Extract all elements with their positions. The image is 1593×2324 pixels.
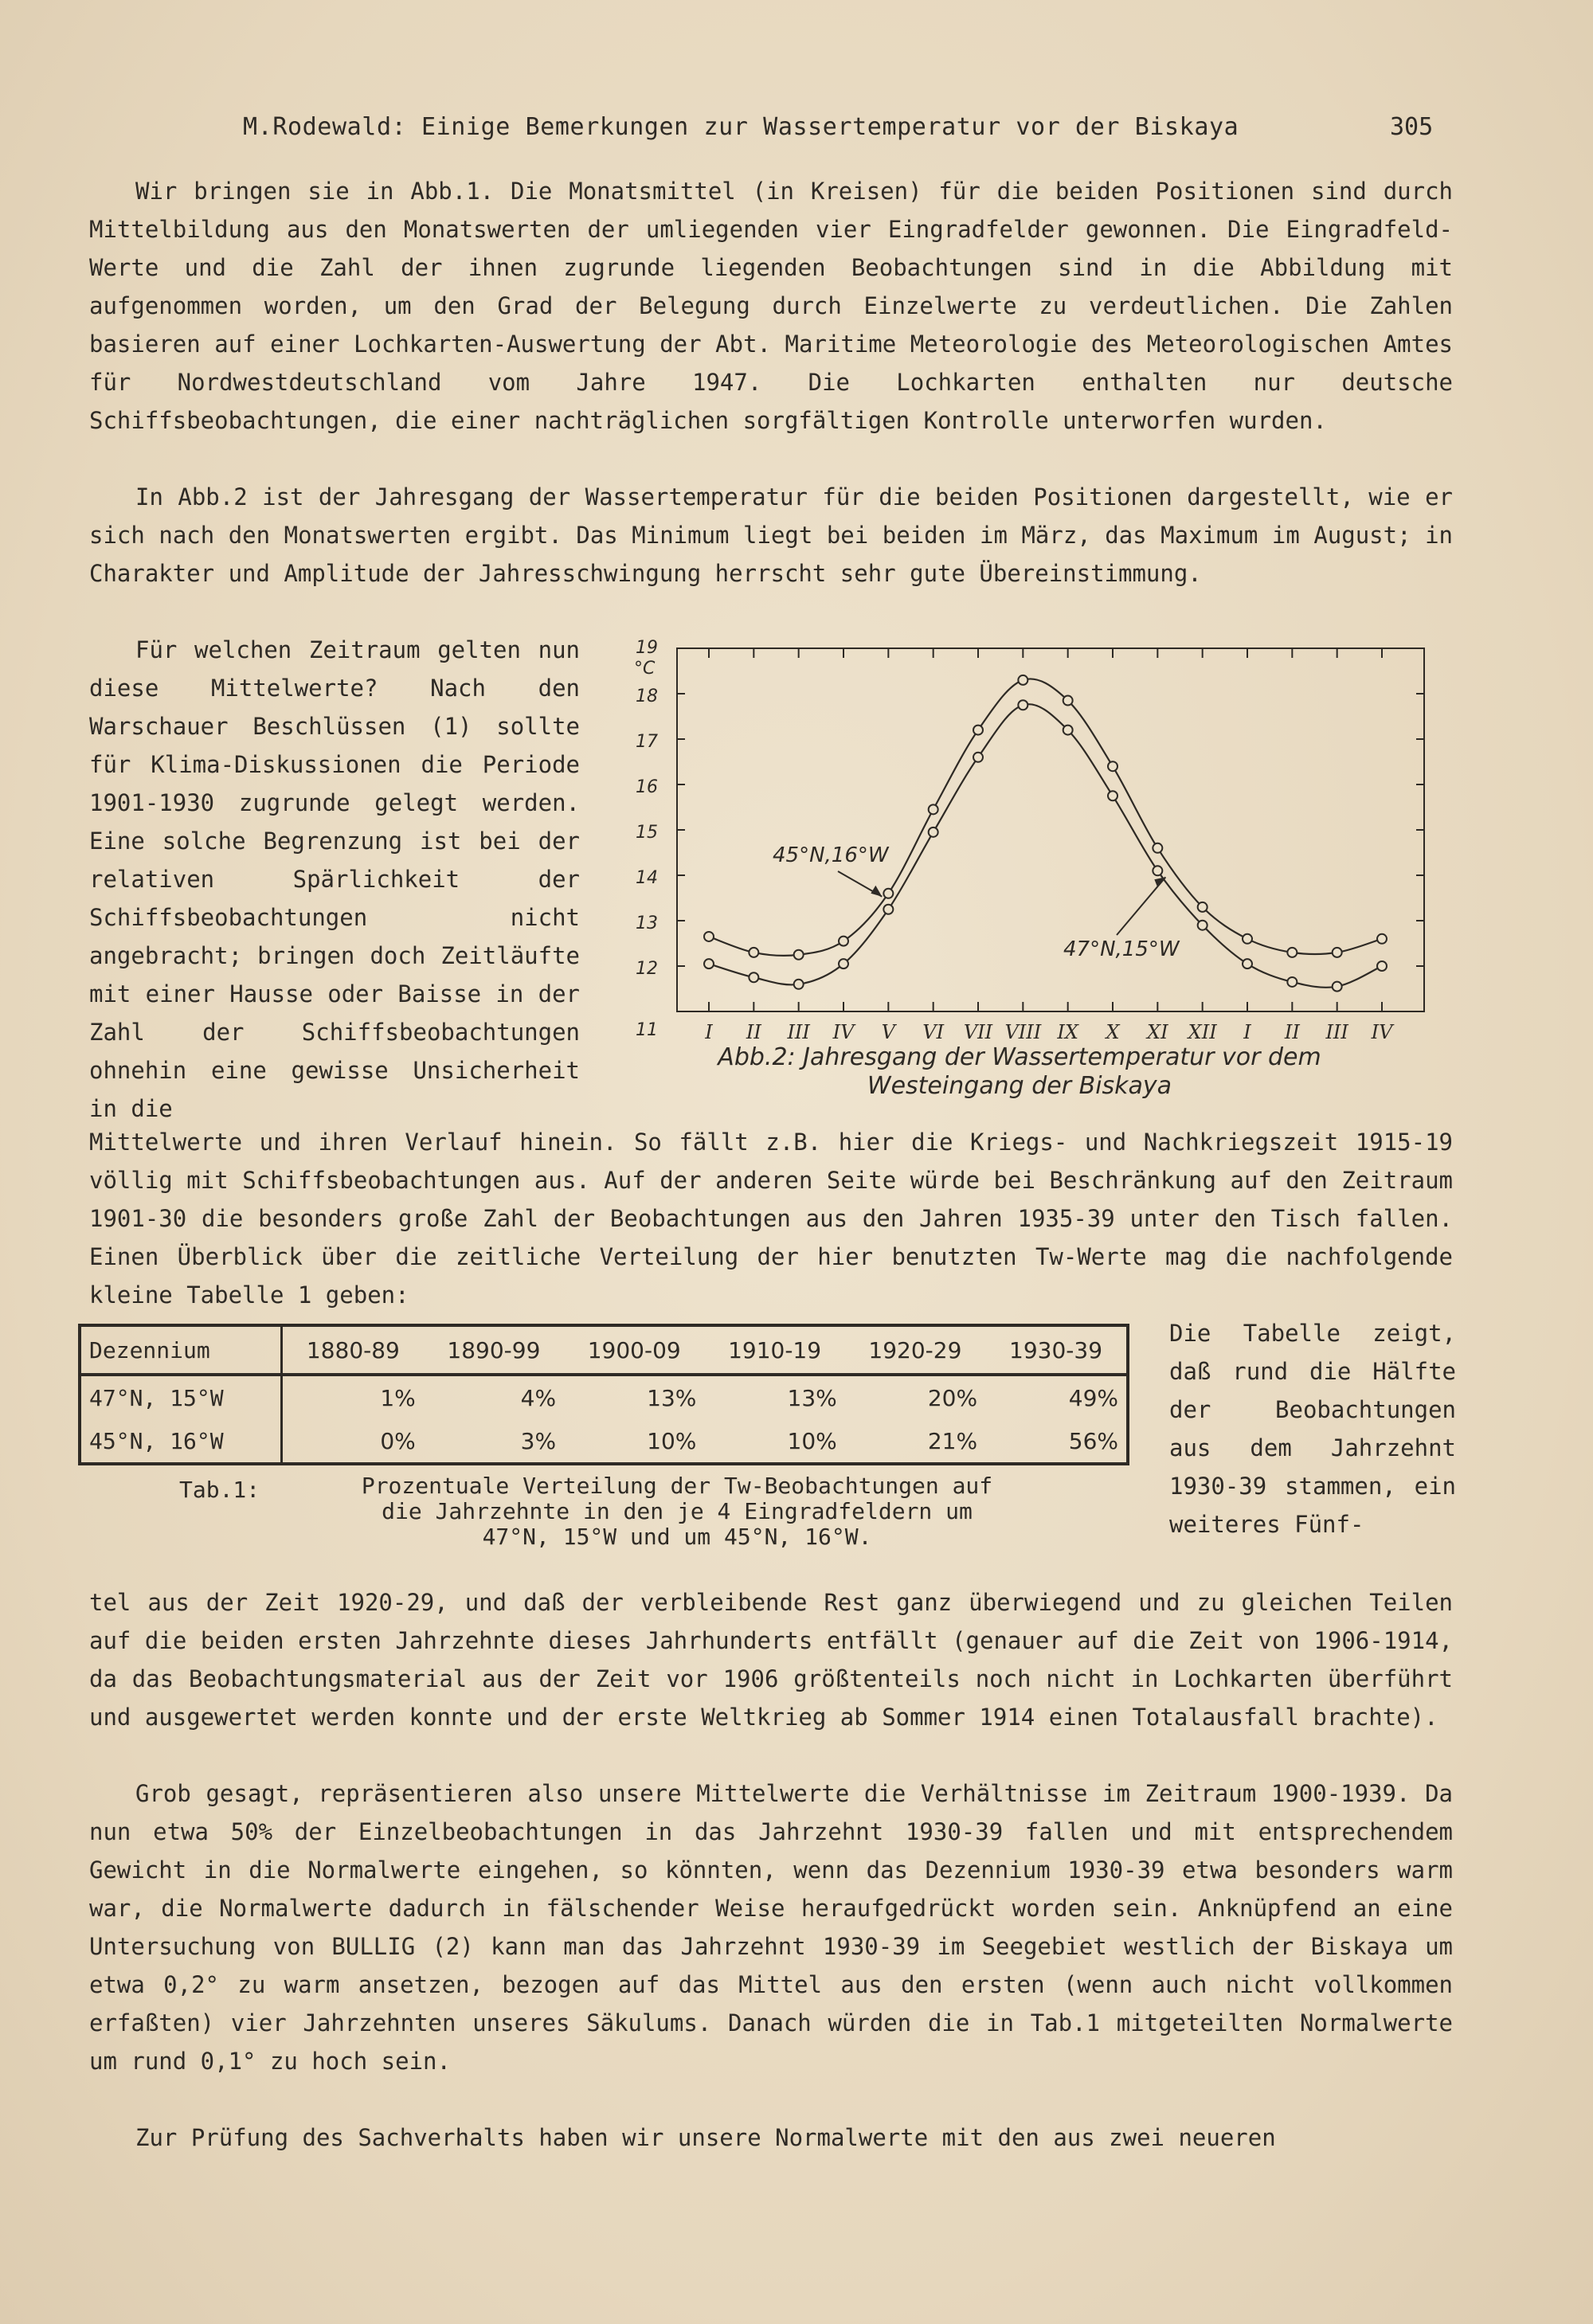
table-cell: 47°N, 15°W xyxy=(80,1375,282,1419)
paragraph-4-side: Die Tabelle zeigt, daß rund die Hälfte der Beobachtungen aus dem Jahrzehnt 1930-39 stammen, ein weiteres Fünf- xyxy=(1169,1320,1456,1538)
y-tick-label: 18 xyxy=(636,687,658,706)
table-cell: 3% xyxy=(520,1427,557,1454)
data-point xyxy=(749,972,758,982)
table-row xyxy=(80,1375,1128,1419)
data-point xyxy=(1153,843,1162,853)
leader-arrowhead xyxy=(1154,877,1165,887)
table-1 xyxy=(78,1324,1129,1465)
x-tick-label: V xyxy=(881,1021,896,1043)
x-tick-label: II xyxy=(1284,1021,1300,1043)
paragraph-2 xyxy=(89,478,1453,593)
data-point xyxy=(929,804,938,814)
table-caption-line: die Jahrzehnte in den je 4 Eingradfeldern um xyxy=(382,1498,973,1524)
paragraph-4-continued: tel aus der Zeit 1920-29, und daß der verbleibende Rest ganz überwiegend und zu gleichen Teilen auf die beiden ersten Jahrzehnte dieses Jahrhunderts entfällt (genauer auf die Zeit von 1906-1914, da das Beobachtungsmaterial aus der Zeit vor 1906 größtenteils noch nicht in Lochkarten überführt und ausgewertet werden konnte und der erste Weltkrieg ab Sommer 1914 einen Totalausfall brachte). xyxy=(89,1589,1453,1731)
x-tick-label: I xyxy=(705,1021,713,1043)
data-point xyxy=(1243,934,1252,944)
running-header: M.Rodewald: Einige Bemerkungen zur Wassertemperatur vor der Biskaya xyxy=(243,113,1239,141)
series-line-45n16w xyxy=(709,679,1382,956)
x-tick-label: VII xyxy=(963,1021,993,1043)
paragraph-3-left xyxy=(89,631,580,1128)
plot-frame xyxy=(677,648,1424,1011)
x-tick-label: I xyxy=(1243,1021,1251,1043)
x-tick-label: VI xyxy=(922,1021,945,1043)
figure-abb2-chart xyxy=(613,639,1434,1109)
y-tick-label: 13 xyxy=(636,914,658,933)
header-cell: 1930-39 xyxy=(985,1325,1128,1375)
paragraph-5-text: Grob gesagt, repräsentieren also unsere Mittelwerte die Verhältnisse im Zeitraum 1900-1939. Da nun etwa 50% der Einzelbeobachtungen in das Jahrzehnt 1930-39 fallen und mit entsprechendem Gewicht in die Normalwerte eingehen, so könnten, wenn das Dezennium 1930-39 etwa besonders warm war, die Normalwerte dadurch in fälschender Weise heraufgedrückt worden sein. Anknüpfend an eine Untersuchung von BULLIG (2) kann man das Jahrzehnt 1930-39 im Seegebiet westlich der Biskaya um etwa 0,2° zu warm ansetzen, bezogen auf das Mittel aus den ersten (wenn auch nicht vollkommen erfaßten) vier Jahrzehnten unseres Säkulums. Danach würden die in Tab.1 mitgeteilten Normalwerte um rund 0,1° zu hoch sein. xyxy=(89,1780,1453,2075)
paragraph-3-continued: Mittelwerte und ihren Verlauf hinein. So fällt z.B. hier die Kriegs- und Nachkriegszeit 1915-19 völlig mit Schiffsbeobachtungen aus. Auf der anderen Seite würde bei Beschränkung auf den Zeitraum 1901-30 die besonders große Zahl der Beobachtungen aus den Jahren 1935-39 unter den Tisch fallen. Einen Überblick über die zeitliche Verteilung der hier benutzten Tw-Werte mag die nachfolgende kleine Tabelle 1 geben: xyxy=(89,1129,1453,1309)
table-cell: 0% xyxy=(380,1427,416,1454)
table-cell: 10% xyxy=(787,1427,837,1454)
data-point xyxy=(794,980,804,989)
figure-caption xyxy=(613,1043,1426,1101)
data-point xyxy=(1243,959,1252,968)
table-cell: 20% xyxy=(927,1384,978,1411)
data-point xyxy=(1063,696,1073,706)
data-point xyxy=(839,959,848,968)
y-tick-label: 14 xyxy=(636,868,658,888)
data-point xyxy=(1287,977,1297,987)
series-label-45n16w: 45°N,16°W xyxy=(773,843,889,867)
y-tick-label: 15 xyxy=(636,823,658,843)
paragraph-3-left-text: Für welchen Zeitraum gelten nun diese Mittelwerte? Nach den Warschauer Beschlüssen (1) sollte für Klima-Diskussionen die Periode 1901-1930 zugrunde gelegt werden. Eine solche Begrenzung ist bei der relativen Spärlichkeit der Schiffsbeobachtungen nicht angebracht; bringen doch Zeitläufte mit einer Hausse oder Baisse in der Zahl der Schiffsbeobachtungen ohnehin eine gewisse Unsicherheit in die xyxy=(89,636,580,1122)
paragraph-5 xyxy=(89,1774,1453,2080)
data-point xyxy=(1198,921,1207,930)
y-tick-label: 19 xyxy=(636,639,658,658)
table-row xyxy=(80,1419,1128,1464)
data-point xyxy=(1018,700,1027,710)
header-cell: 1920-29 xyxy=(845,1325,985,1375)
x-tick-label: XI xyxy=(1147,1021,1168,1043)
x-tick-label: III xyxy=(1325,1021,1348,1043)
data-point xyxy=(1063,726,1073,735)
y-axis-unit: °C xyxy=(634,659,656,679)
data-point xyxy=(1377,961,1387,971)
y-tick-label: 17 xyxy=(636,732,658,752)
data-point xyxy=(1108,761,1117,771)
data-point xyxy=(929,827,938,837)
data-point xyxy=(973,726,983,735)
data-point xyxy=(883,905,893,914)
series-label-47n15w: 47°N,15°W xyxy=(1063,937,1180,961)
data-point xyxy=(1333,982,1342,992)
header-cell: 1890-99 xyxy=(424,1325,564,1375)
table-cell: 21% xyxy=(927,1427,978,1454)
paragraph-6 xyxy=(89,2119,1453,2157)
paragraph-2-text: In Abb.2 ist der Jahresgang der Wassertemperatur für die beiden Positionen dargestellt, wie er sich nach den Monatswerten ergibt. Das Minimum liegt bei beiden im März, das Maximum im August; in Charakter und Amplitude der Jahresschwingung herrscht sehr gute Übereinstimmung. xyxy=(89,483,1453,587)
data-point xyxy=(1377,934,1387,944)
table-cell: 49% xyxy=(1068,1384,1118,1411)
table-cell: 4% xyxy=(520,1384,557,1411)
table-caption-label: Tab.1: xyxy=(179,1477,260,1503)
data-point xyxy=(794,950,804,960)
caption-line-2: Westeingang der Biskaya xyxy=(867,1072,1172,1100)
x-tick-label: IV xyxy=(1371,1021,1393,1043)
y-tick-label: 12 xyxy=(636,959,658,979)
x-tick-label: II xyxy=(746,1021,761,1043)
data-point xyxy=(1153,866,1162,875)
table-caption-line: 47°N, 15°W und um 45°N, 16°W. xyxy=(482,1524,872,1550)
header-cell: 1900-09 xyxy=(564,1325,704,1375)
table-cell: 1% xyxy=(380,1384,416,1411)
data-point xyxy=(1018,675,1027,685)
data-point xyxy=(704,932,714,941)
table-caption-line: Prozentuale Verteilung der Tw-Beobachtungen auf xyxy=(361,1473,993,1499)
table-caption xyxy=(303,1473,1051,1550)
table-cell: 10% xyxy=(647,1427,697,1454)
paragraph-1 xyxy=(89,172,1453,440)
data-point xyxy=(973,753,983,762)
page-number: 305 xyxy=(1390,113,1434,141)
leader-arrowhead xyxy=(871,886,882,897)
x-tick-label: X xyxy=(1106,1021,1120,1043)
paragraph-6-text: Zur Prüfung des Sachverhalts haben wir unsere Normalwerte mit den aus zwei neueren xyxy=(135,2124,1276,2151)
data-point xyxy=(1287,948,1297,957)
table-cell: 45°N, 16°W xyxy=(80,1419,282,1464)
table-cell: 13% xyxy=(787,1384,837,1411)
y-tick-label: 16 xyxy=(636,777,658,797)
data-point xyxy=(1108,791,1117,800)
y-tick-label: 11 xyxy=(636,1020,658,1040)
header-cell: 1910-19 xyxy=(704,1325,844,1375)
x-tick-label: IX xyxy=(1057,1021,1078,1043)
table-header-row xyxy=(80,1325,1128,1375)
caption-line-1: Abb.2: Jahresgang der Wassertemperatur vor dem xyxy=(718,1043,1321,1071)
x-tick-label: IV xyxy=(832,1021,855,1043)
data-point xyxy=(839,937,848,946)
table-cell: 56% xyxy=(1068,1427,1118,1454)
data-point xyxy=(1198,902,1207,912)
x-tick-label: III xyxy=(787,1021,810,1043)
data-point xyxy=(1333,948,1342,957)
header-cell: Dezennium xyxy=(80,1325,282,1375)
x-tick-label: VIII xyxy=(1004,1021,1042,1043)
data-point xyxy=(883,889,893,898)
x-tick-label: XII xyxy=(1188,1021,1217,1043)
data-point xyxy=(749,948,758,957)
table-cell: 13% xyxy=(647,1384,697,1411)
header-cell: 1880-89 xyxy=(282,1325,424,1375)
paragraph-1-text: Wir bringen sie in Abb.1. Die Monatsmittel (in Kreisen) für die beiden Positionen sind durch Mittelbildung aus den Monatswerten der umliegenden vier Eingradfelder gewonnen. Die Eingradfeld-Werte und die Zahl der ihnen zugrunde liegenden Beobachtungen sind in die Abbildung mit aufgenommen worden, um den Grad der Belegung durch Einzelwerte zu verdeutlichen. Die Zahlen basieren auf einer Lochkarten-Auswertung der Abt. Maritime Meteorologie des Meteorologischen Amtes für Nordwestdeutschland vom Jahre 1947. Die Lochkarten enthalten nur deutsche Schiffsbeobachtungen, die einer nachträglichen sorgfältigen Kontrolle unterworfen wurden. xyxy=(89,178,1453,434)
data-point xyxy=(704,959,714,968)
